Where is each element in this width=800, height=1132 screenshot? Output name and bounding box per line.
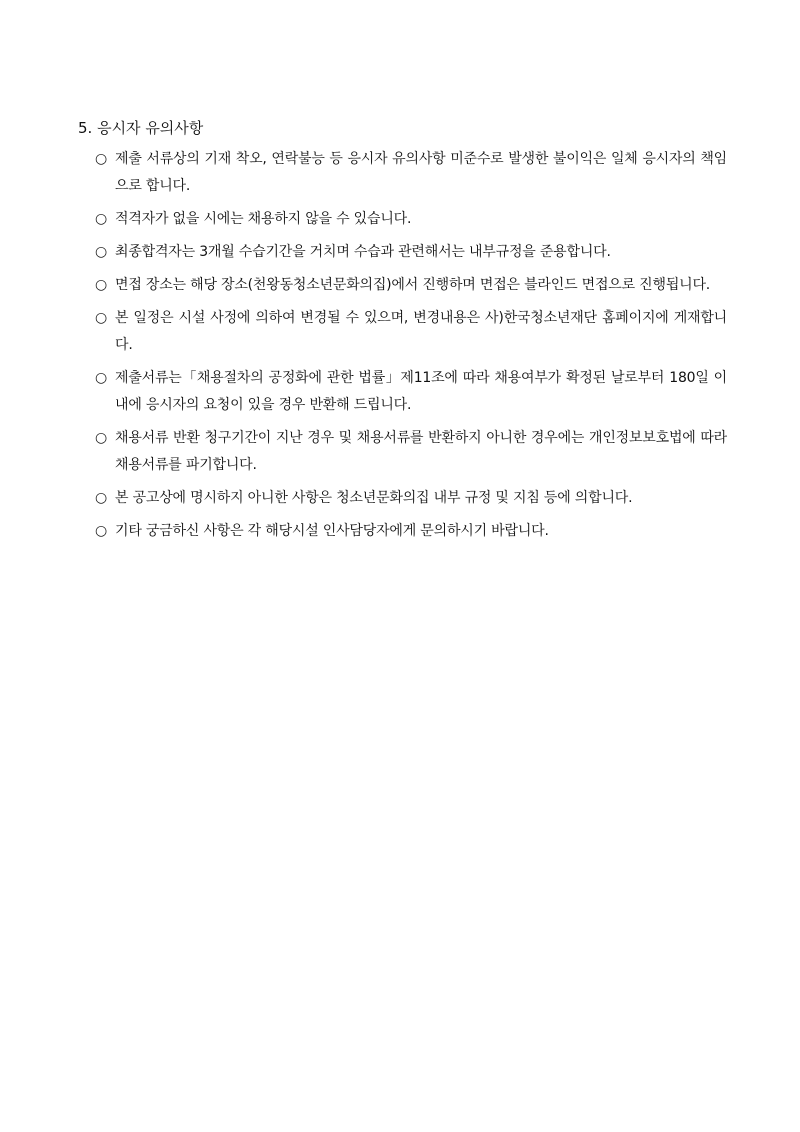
list-item xyxy=(95,239,727,266)
notice-text: 제출서류는「채용절차의 공정화에 관한 법률」제11조에 따라 채용여부가 확정된 날로부터 180일 이내에 응시자의 요청이 있을 경우 반환해 드립니다. xyxy=(115,370,727,413)
list-item xyxy=(95,518,727,545)
notice-text: 면접 장소는 해당 장소(천왕동청소년문화의집)에서 진행하며 면접은 블라인드 면접으로 진행됩니다. xyxy=(115,277,711,293)
notice-text: 적격자가 없을 시에는 채용하지 않을 수 있습니다. xyxy=(115,211,412,227)
notice-list xyxy=(95,146,727,551)
notice-text: 채용서류 반환 청구기간이 지난 경우 및 채용서류를 반환하지 아니한 경우에는 개인정보보호법에 따라 채용서류를 파기합니다. xyxy=(115,430,727,473)
notice-text: 본 일정은 시설 사정에 의하여 변경될 수 있으며, 변경내용은 사)한국청소년재단 홈페이지에 게재합니다. xyxy=(115,310,727,353)
circle-bullet-icon: ○ xyxy=(95,430,108,446)
circle-bullet-icon: ○ xyxy=(95,523,108,539)
list-item xyxy=(95,146,727,200)
list-item xyxy=(95,485,727,512)
list-item xyxy=(95,305,727,359)
list-item xyxy=(95,272,727,299)
list-item xyxy=(95,206,727,233)
notice-text: 본 공고상에 명시하지 아니한 사항은 청소년문화의집 내부 규정 및 지침 등에 의합니다. xyxy=(115,490,633,506)
list-item xyxy=(95,365,727,419)
circle-bullet-icon: ○ xyxy=(95,370,108,386)
circle-bullet-icon: ○ xyxy=(95,151,108,167)
circle-bullet-icon: ○ xyxy=(95,490,108,506)
list-item xyxy=(95,425,727,479)
circle-bullet-icon: ○ xyxy=(95,211,108,227)
section-title: 5. 응시자 유의사항 xyxy=(78,119,204,137)
notice-text: 최종합격자는 3개월 수습기간을 거치며 수습과 관련해서는 내부규정을 준용합니다. xyxy=(115,244,611,260)
notice-text: 제출 서류상의 기재 착오, 연락불능 등 응시자 유의사항 미준수로 발생한 불이익은 일체 응시자의 책임으로 합니다. xyxy=(115,151,727,194)
notice-text: 기타 궁금하신 사항은 각 해당시설 인사담당자에게 문의하시기 바랍니다. xyxy=(115,523,549,539)
circle-bullet-icon: ○ xyxy=(95,277,108,293)
circle-bullet-icon: ○ xyxy=(95,244,108,260)
circle-bullet-icon: ○ xyxy=(95,310,108,326)
